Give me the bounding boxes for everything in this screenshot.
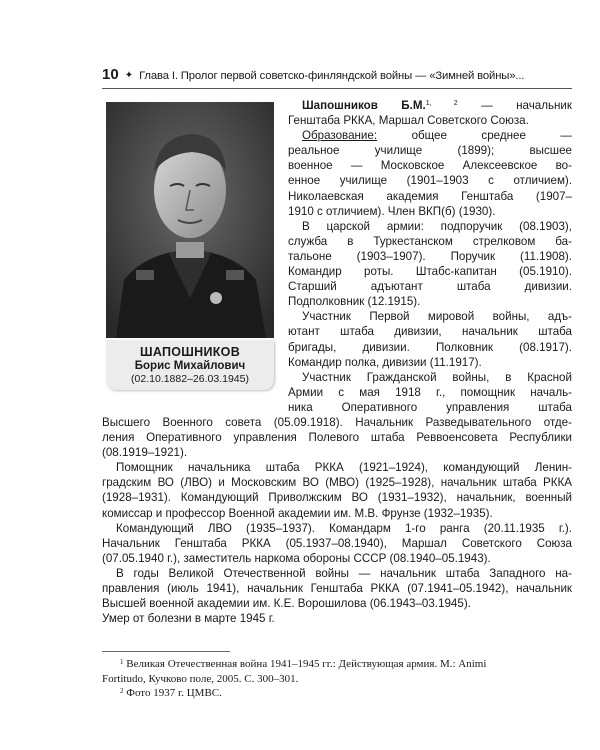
footnote-rule (102, 651, 230, 652)
bio-line (288, 128, 572, 143)
page-number: 10 (102, 66, 119, 83)
portrait-caption (106, 340, 274, 390)
bio-line: Командир роты. Штабс-капитан (05.1910). (288, 265, 572, 279)
bio-line: Старший адъютант штаба дивизии. (288, 280, 572, 294)
bio-line: Командующий ЛВО (1935–1937). Командарм 1-го ранга (20.11.1935 г.). (116, 521, 572, 535)
bio-line: реальное училище (1899); высшее (288, 144, 572, 158)
education-label: Образование: (302, 129, 378, 143)
chapter-title: Глава I. Пролог первой советско-финляндской войны — «Зимней войны»... (139, 70, 525, 82)
bio-line: Армии с мая 1918 г., помощник началь- (288, 385, 572, 399)
bio-line: правления (июль 1941), начальник Генштаба РККА (07.1941–05.1942), начальник (102, 582, 572, 596)
caption-given-names: Борис Михайлович (134, 360, 246, 372)
bio-text: — начальник (457, 99, 572, 112)
footnote-2 (102, 686, 572, 701)
bio-line: тальоне (1903–1907). Поручик (11.1908). (288, 249, 572, 263)
bio-line: (1928–1931). Командующий Приволжским ВО (1931–1932), начальник, военный (102, 491, 572, 505)
caption-dates: (02.10.1882–26.03.1945) (131, 373, 249, 385)
bio-line: Высшей военной академии им. К.Е. Ворошилова (06.1943–03.1945). (102, 597, 471, 611)
bio-line: Командир полка, дивизии (11.1917). (288, 355, 482, 369)
bio-line: енное училище (1901–1903 с отличием). (288, 174, 572, 188)
bio-line: Помощник начальника штаба РККА (1921–1924), командующий Ленин- (116, 461, 572, 475)
bio-line: 1910 с отличием). Член ВКП(б) (1930). (288, 204, 496, 218)
bio-text: общее среднее — (377, 129, 572, 143)
bio-line: В годы Великой Отечественной войны — начальник штаба Западного на- (116, 566, 572, 580)
bio-line: Высшего Военного совета (05.09.1918). Начальник Разведывательного отде- (102, 416, 572, 429)
bio-line: комиссар и профессор Военной академии им. М.В. Фрунзе (1932–1935). (102, 506, 493, 520)
bio-column-text (288, 98, 572, 415)
footnote-1 (102, 657, 572, 672)
bio-line: Участник Первой мировой войны, адъ- (302, 310, 572, 324)
footnote-ref: 1, 2 (425, 100, 458, 107)
bio-name: Шапошников Б.М. (302, 99, 426, 112)
bio-full-text (102, 415, 572, 626)
footnote-text: Великая Отечественная война 1941–1945 гг.: Действующая армия. М.: Animi (123, 658, 487, 670)
bio-line: Начальник Генштаба РККА (05.1937–08.1940), Маршал Советского Союза (102, 536, 572, 550)
bio-line: военное — Московское Алексеевское во- (288, 159, 572, 173)
bio-line: ютант штаба дивизии, начальник штаба (288, 325, 572, 339)
bio-line: Умер от болезни в марте 1945 г. (102, 612, 275, 626)
bio-line: (07.05.1940 г.), заместитель наркома обороны СССР (08.1940–05.1943). (102, 551, 491, 565)
portrait-photo-icon (106, 102, 274, 338)
footnote-number: 2 (120, 687, 124, 695)
bio-line: бригады, дивизии. Полковник (08.1917). (288, 340, 572, 354)
portrait-photo (106, 102, 274, 338)
diamond-icon: ✦ (124, 70, 134, 81)
footnote-text: Фото 1937 г. ЦМВС. (123, 687, 222, 699)
bio-line: Генштаба РККА, Маршал Советского Союза. (288, 114, 529, 128)
bio-line: (08.1919–1921). (102, 446, 188, 460)
bio-line: градским ВО (ЛВО) и Московским ВО (МВО) (1925–1928), начальник штаба РККА (102, 476, 572, 490)
footnotes (102, 657, 572, 701)
footnote-text: Fortitudo, Кучково поле, 2005. С. 300–301. (102, 672, 299, 685)
bio-line: ника Оперативного управления штаба (288, 400, 572, 414)
footnote-number: 1 (120, 658, 124, 666)
bio-line: Подполковник (12.1915). (288, 295, 421, 309)
bio-line (288, 98, 572, 113)
running-header (102, 66, 572, 86)
caption-surname: ШАПОШНИКОВ (139, 345, 241, 359)
header-rule (102, 88, 572, 89)
bio-line: Участник Гражданской войны, в Красной (302, 370, 572, 384)
bio-line: служба в Туркестанском стрелковом ба- (288, 234, 572, 248)
bio-line: В царской армии: подпоручик (08.1903), (302, 219, 572, 233)
bio-line: ления Оперативного управления Полевого штаба Реввоенсовета Республики (102, 431, 572, 445)
bio-line: Николаевская академия Генштаба (1907– (288, 189, 572, 203)
